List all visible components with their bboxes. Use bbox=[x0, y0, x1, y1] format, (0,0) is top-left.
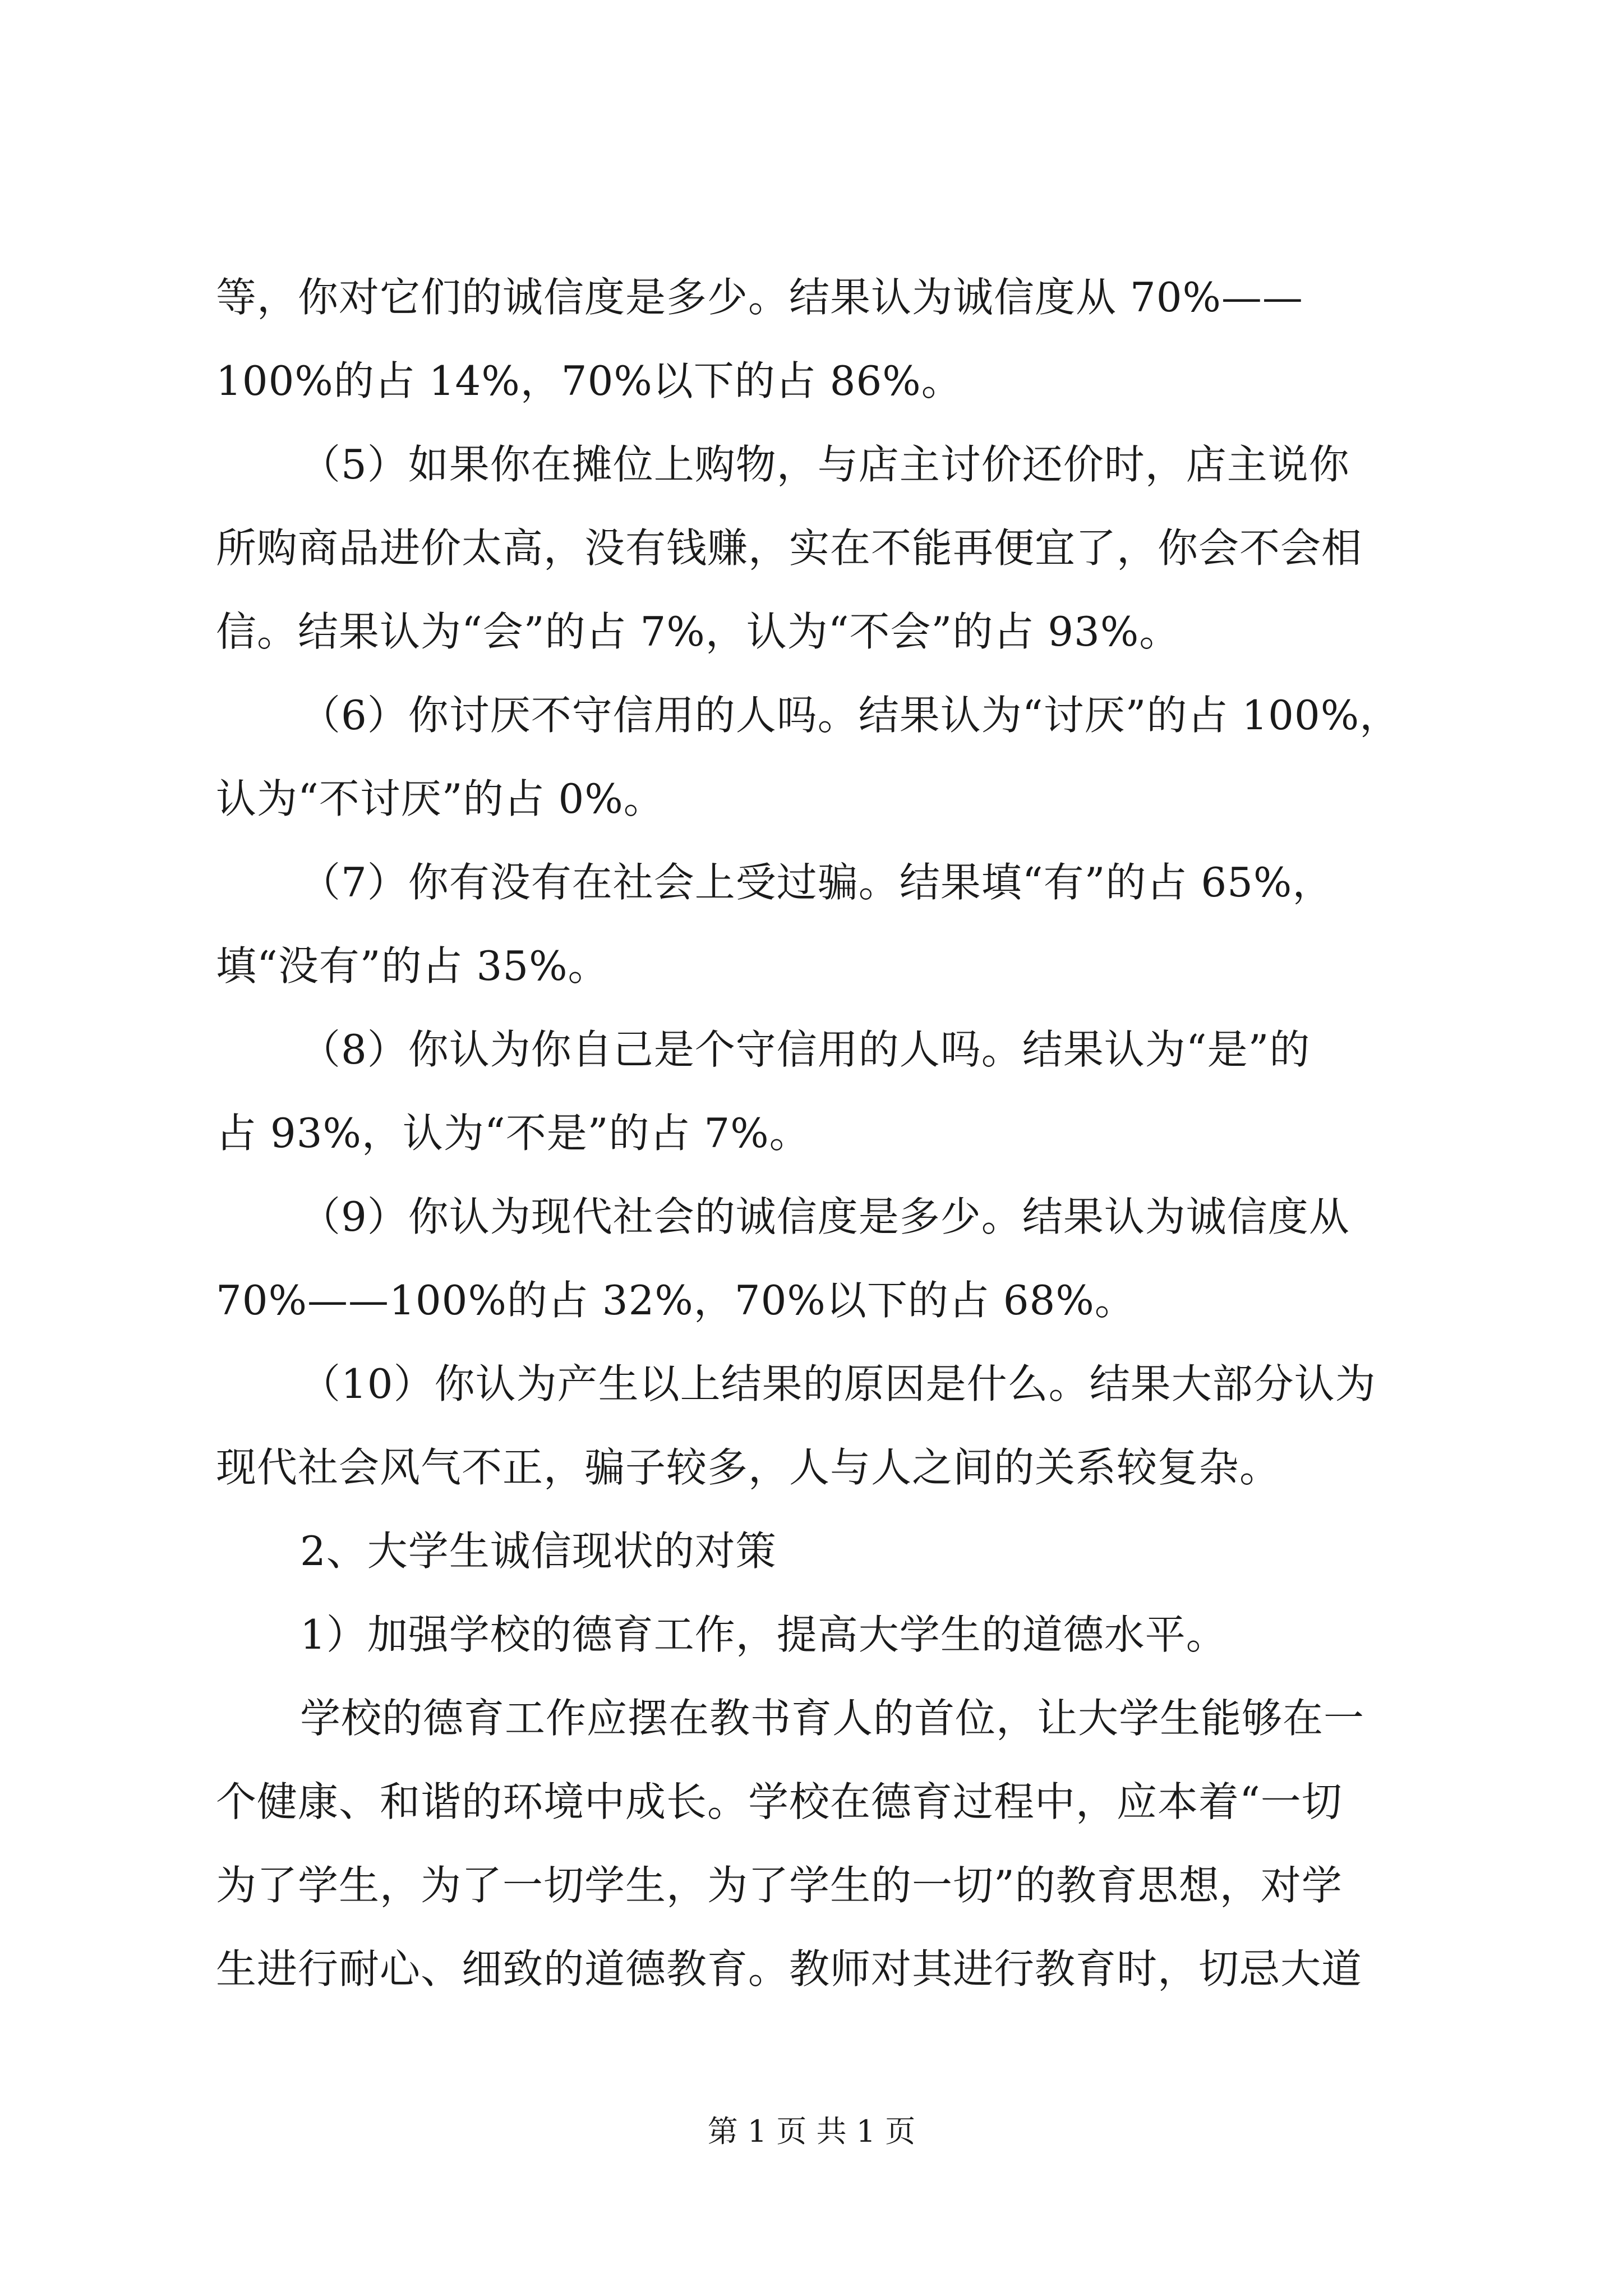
text-line: （10）你认为产生以上结果的原因是什么。结果大部分认为 bbox=[300, 1360, 1376, 1407]
text-line: 学校的德育工作应摆在教书育人的首位，让大学生能够在一 bbox=[300, 1695, 1365, 1742]
text-line: 生进行耐心、细致的道德教育。教师对其进行教育时，切忌大道 bbox=[216, 1945, 1363, 1993]
page-footer bbox=[0, 2109, 1623, 2154]
document-body bbox=[216, 256, 1472, 2011]
text-line: 为了学生，为了一切学生，为了学生的一切”的教育思想，对学 bbox=[216, 1862, 1343, 1909]
text-line: （9）你认为现代社会的诚信度是多少。结果认为诚信度从 bbox=[300, 1193, 1350, 1240]
section-heading: 2、大学生诚信现状的对策 bbox=[300, 1527, 777, 1575]
text-line: 现代社会风气不正，骗子较多，人与人之间的关系较复杂。 bbox=[216, 1444, 1281, 1491]
text-line: （6）你讨厌不守信用的人吗。结果认为“讨厌”的占 100%， bbox=[300, 692, 1401, 739]
text-line: 个健康、和谐的环境中成长。学校在德育过程中，应本着“一切 bbox=[216, 1778, 1343, 1825]
text-line: 信。结果认为“会”的占 7%，认为“不会”的占 93%。 bbox=[216, 608, 1181, 655]
text-line: （7）你有没有在社会上受过骗。结果填“有”的占 65%， bbox=[300, 859, 1334, 906]
text-line: 100%的占 14%，70%以下的占 86%。 bbox=[216, 357, 962, 404]
text-line: （5）如果你在摊位上购物，与店主讨价还价时，店主说你 bbox=[300, 441, 1350, 488]
text-line: 占 93%，认为“不是”的占 7%。 bbox=[216, 1110, 810, 1157]
text-line: 填“没有”的占 35%。 bbox=[216, 942, 609, 990]
subsection-heading: 1）加强学校的德育工作，提高大学生的道德水平。 bbox=[300, 1611, 1227, 1658]
text-line: 认为“不讨厌”的占 0%。 bbox=[216, 775, 665, 822]
text-line: 等，你对它们的诚信度是多少。结果认为诚信度从 70%—— bbox=[216, 274, 1303, 321]
text-line: 所购商品进价太高，没有钱赚，实在不能再便宜了，你会不会相 bbox=[216, 524, 1363, 572]
text-line: （8）你认为你自己是个守信用的人吗。结果认为“是”的 bbox=[300, 1026, 1311, 1073]
page-number: 第 1 页 共 1 页 bbox=[707, 2114, 916, 2149]
text-line: 70%——100%的占 32%，70%以下的占 68%。 bbox=[216, 1277, 1136, 1324]
